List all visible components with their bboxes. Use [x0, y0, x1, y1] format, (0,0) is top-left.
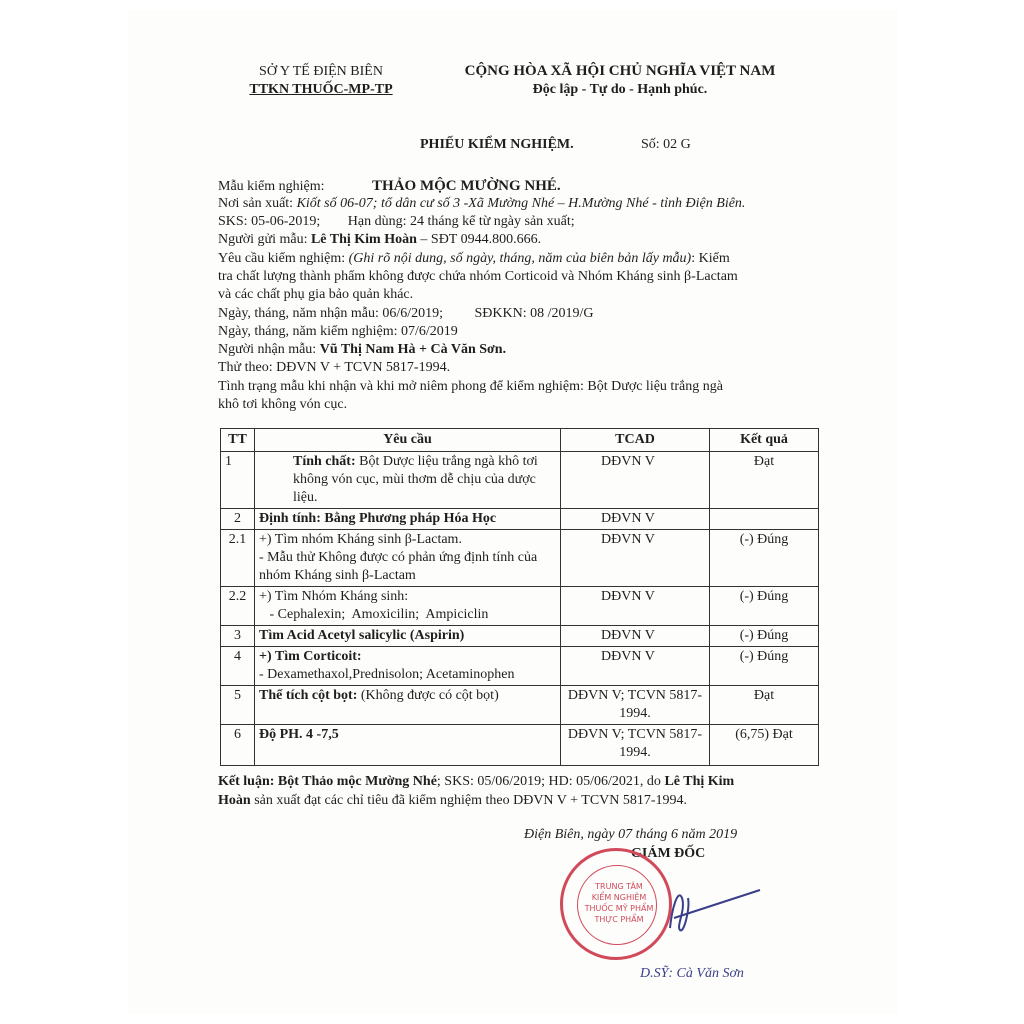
table-row: 5 Thể tích cột bọt: (Không được có cột bọt) DĐVN V; TCVN 5817-1994. Đạt	[221, 686, 819, 725]
sender-line: Người gửi mẫu: Lê Thị Kim Hoàn – SĐT 0944.800.666.	[218, 232, 542, 247]
conclusion-line-2: Hoàn sản xuất đạt các chỉ tiêu đã kiểm nghiệm theo DĐVN V + TCVN 5817-1994.	[218, 793, 688, 808]
col-header-requirement: Yêu cầu	[255, 429, 561, 452]
signer-role: GIÁM ĐỐC	[631, 846, 706, 861]
table-row: 3 Tìm Acid Acetyl salicylic (Aspirin) DĐVN V (-) Đúng	[221, 626, 819, 647]
conclusion-line: Kết luận: Bột Thảo mộc Mường Nhé; SKS: 05/06/2019; HD: 05/06/2021, do Lê Thị Kim	[218, 774, 735, 789]
table-row: 6 Độ PH. 4 -7,5 DĐVN V; TCVN 5817-1994. (6,75) Đạt	[221, 725, 819, 766]
table-row: 2 Định tính: Bằng Phương pháp Hóa Học DĐVN V	[221, 509, 819, 530]
request-line-3: và các chất phụ gia bảo quản khác.	[218, 287, 414, 302]
header-dept: SỞ Y TẾ ĐIỆN BIÊN	[259, 64, 383, 79]
signer-name: D.SỸ: Cà Văn Sơn	[640, 966, 744, 981]
col-header-tt: TT	[221, 429, 255, 452]
header-org: TTKN THUỐC-MP-TP	[249, 82, 393, 97]
standard-line: Thử theo: DĐVN V + TCVN 5817-1994.	[218, 360, 451, 375]
official-stamp: TRUNG TÂM KIỂM NGHIỆM THUỐC MỸ PHẨM THỰC PHẨM	[560, 848, 672, 960]
request-line: Yêu cầu kiểm nghiệm: (Ghi rõ nội dung, số ngày, tháng, năm của biên bản lấy mẫu): Kiểm	[218, 251, 730, 266]
table-row: 1 Tính chất: Bột Dược liệu trắng ngà khô tơi không vón cục, mùi thơm dễ chịu của dược liệu. DĐVN V Đạt	[221, 452, 819, 509]
place-date: Điện Biên, ngày 07 tháng 6 năm 2019	[524, 827, 738, 842]
received-date-line: Ngày, tháng, năm nhận mẫu: 06/6/2019; SĐKKN: 08 /2019/G	[218, 306, 594, 321]
signature-scribble-icon	[600, 868, 780, 948]
sks-line: SKS: 05-06-2019; Hạn dùng: 24 tháng kể từ ngày sản xuất;	[218, 214, 575, 229]
sample-name: THẢO MỘC MƯỜNG NHÉ.	[372, 178, 561, 194]
table-row: 4 +) Tìm Corticoit: - Dexamethaxol,Prednisolon; Acetaminophen DĐVN V (-) Đúng	[221, 647, 819, 686]
sender-name: Lê Thị Kim Hoàn	[310, 232, 417, 247]
header-motto: Độc lập - Tự do - Hạnh phúc.	[532, 82, 708, 97]
condition-line: Tình trạng mẫu khi nhận và khi mở niêm phong để kiểm nghiệm: Bột Dược liệu trắng ngà	[218, 379, 723, 394]
col-header-result: Kết quả	[710, 429, 819, 452]
table-row: 2.1 +) Tìm nhóm Kháng sinh β-Lactam. - Mẫu thử Không được có phản ứng định tính của nhóm Kháng sinh β-Lactam DĐVN V (-) Đúng	[221, 530, 819, 587]
page-title: PHIẾU KIỂM NGHIỆM.	[420, 137, 574, 152]
document-number: Số: 02 G	[641, 137, 691, 152]
header-country: CỘNG HÒA XÃ HỘI CHỦ NGHĨA VIỆT NAM	[464, 63, 776, 79]
receiver-line: Người nhận mẫu: Vũ Thị Nam Hà + Cà Văn Sơn.	[218, 342, 507, 357]
table-header-row	[221, 429, 819, 452]
results-table	[220, 428, 819, 766]
test-date-line: Ngày, tháng, năm kiểm nghiệm: 07/6/2019	[218, 324, 458, 339]
table-row: 2.2 +) Tìm Nhóm Kháng sinh: - Cephalexin; Amoxicilin; Ampiciclin DĐVN V (-) Đúng	[221, 587, 819, 626]
condition-line-2: khô tơi không vón cục.	[218, 397, 348, 412]
col-header-tcad: TCAD	[561, 429, 710, 452]
conclusion-label: Kết luận:	[218, 774, 275, 789]
receiver-names: Vũ Thị Nam Hà + Cà Văn Sơn.	[319, 342, 507, 357]
request-line-2: tra chất lượng thành phẩm không được chứa nhóm Corticoid và Nhóm Kháng sinh β-Lactam	[218, 269, 738, 284]
origin-address: Kiốt số 06-07; tổ dân cư số 3 -Xã Mường Nhé – H.Mường Nhé - tỉnh Điện Biên.	[296, 196, 746, 211]
sample-line: Mẫu kiểm nghiệm: THẢO MỘC MƯỜNG NHÉ.	[218, 178, 561, 194]
origin-line: Nơi sản xuất: Kiốt số 06-07; tổ dân cư số 3 -Xã Mường Nhé – H.Mường Nhé - tỉnh Điện Biên.	[218, 196, 746, 211]
sdkkn: SĐKKN: 08 /2019/G	[474, 306, 594, 321]
